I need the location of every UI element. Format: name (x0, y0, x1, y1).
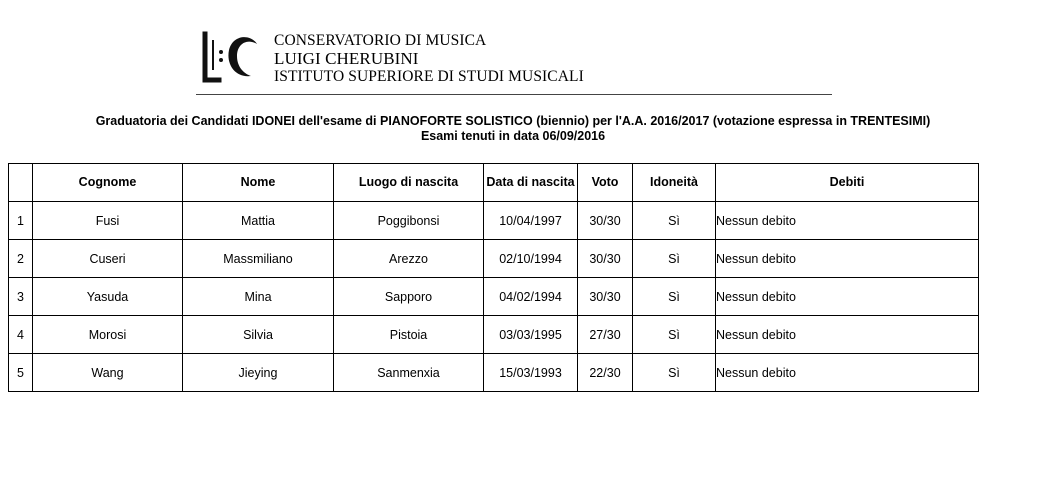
cell-voto: 30/30 (578, 202, 633, 240)
cell-nome: Jieying (183, 354, 334, 392)
title-line-1: Graduatoria dei Candidati IDONEI dell'esame di PIANOFORTE SOLISTICO (biennio) per l'A.A. 2016/2017 (votazione espressa in TRENTESIMI) (95, 114, 931, 128)
cell-voto: 22/30 (578, 354, 633, 392)
header-data: Data di nascita (484, 164, 578, 202)
cell-cognome: Fusi (33, 202, 183, 240)
table-row (9, 278, 979, 316)
cell-idoneita: Sì (633, 278, 716, 316)
header-divider (196, 94, 832, 95)
institution-line-1: CONSERVATORIO DI MUSICA (274, 32, 487, 49)
cell-debiti: Nessun debito (716, 240, 979, 278)
cell-data: 15/03/1993 (484, 354, 578, 392)
cell-cognome: Wang (33, 354, 183, 392)
header-luogo: Luogo di nascita (334, 164, 484, 202)
cell-nome: Mattia (183, 202, 334, 240)
header-num (9, 164, 33, 202)
cell-data: 04/02/1994 (484, 278, 578, 316)
cell-nome: Mina (183, 278, 334, 316)
cell-nome: Massmiliano (183, 240, 334, 278)
document-title (0, 114, 1026, 144)
cell-debiti: Nessun debito (716, 202, 979, 240)
cell-voto: 27/30 (578, 316, 633, 354)
cell-luogo: Arezzo (334, 240, 484, 278)
header-idoneita: Idoneità (633, 164, 716, 202)
cell-debiti: Nessun debito (716, 316, 979, 354)
cell-num: 2 (9, 240, 33, 278)
table-row (9, 354, 979, 392)
cell-idoneita: Sì (633, 202, 716, 240)
cell-num: 4 (9, 316, 33, 354)
cell-voto: 30/30 (578, 278, 633, 316)
cell-idoneita: Sì (633, 240, 716, 278)
cell-luogo: Sapporo (334, 278, 484, 316)
cell-idoneita: Sì (633, 316, 716, 354)
cell-data: 10/04/1997 (484, 202, 578, 240)
cell-num: 3 (9, 278, 33, 316)
conservatorio-logo-icon (199, 30, 263, 86)
header-nome: Nome (183, 164, 334, 202)
title-line-2: Esami tenuti in data 06/09/2016 (420, 129, 606, 143)
cell-nome: Silvia (183, 316, 334, 354)
table-row (9, 240, 979, 278)
cell-data: 03/03/1995 (484, 316, 578, 354)
cell-cognome: Morosi (33, 316, 183, 354)
header-cognome: Cognome (33, 164, 183, 202)
cell-idoneita: Sì (633, 354, 716, 392)
cell-luogo: Pistoia (334, 316, 484, 354)
cell-luogo: Poggibonsi (334, 202, 484, 240)
institution-name (274, 32, 584, 86)
header-debiti: Debiti (716, 164, 979, 202)
header-voto: Voto (578, 164, 633, 202)
cell-debiti: Nessun debito (716, 278, 979, 316)
cell-luogo: Sanmenxia (334, 354, 484, 392)
cell-num: 1 (9, 202, 33, 240)
ranking-table (8, 163, 979, 392)
institution-line-2: LUIGI CHERUBINI (274, 49, 419, 68)
table-row (9, 202, 979, 240)
table-header-row (9, 164, 979, 202)
institution-line-3: ISTITUTO SUPERIORE DI STUDI MUSICALI (274, 68, 584, 85)
cell-data: 02/10/1994 (484, 240, 578, 278)
cell-cognome: Yasuda (33, 278, 183, 316)
cell-debiti: Nessun debito (716, 354, 979, 392)
cell-cognome: Cuseri (33, 240, 183, 278)
table-row (9, 316, 979, 354)
cell-voto: 30/30 (578, 240, 633, 278)
cell-num: 5 (9, 354, 33, 392)
